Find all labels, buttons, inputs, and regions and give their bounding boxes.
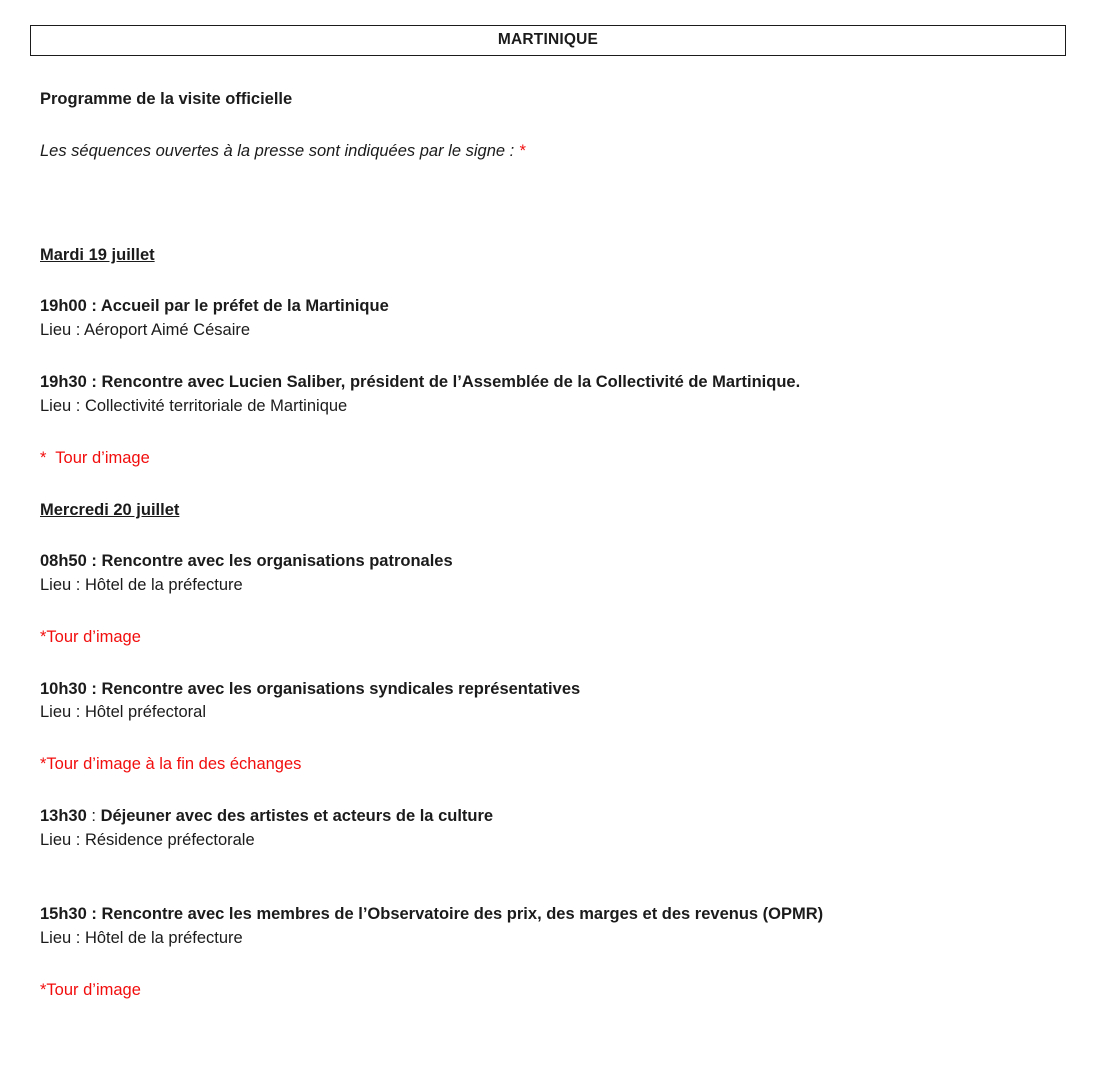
event-15h30 [40, 903, 1066, 951]
event-title-text: Déjeuner avec des artistes et acteurs de la culture [100, 807, 494, 826]
event-title: 08h50 : Rencontre avec les organisations patronales [40, 551, 453, 570]
press-legend [40, 140, 1066, 164]
event-location: Lieu : Collectivité territoriale de Martinique [40, 397, 348, 415]
press-note-tour-image-2: *Tour d’image [40, 627, 141, 646]
press-legend-text: Les séquences ouvertes à la presse sont indiquées par le signe : [40, 142, 519, 161]
event-title [40, 805, 1066, 829]
day-heading-mercredi-20: Mercredi 20 juillet [40, 500, 180, 519]
event-location: Lieu : Hôtel de la préfecture [40, 929, 243, 948]
press-note-tour-image-4: *Tour d’image [40, 980, 141, 999]
event-time: 13h30 [40, 807, 87, 826]
event-location: Lieu : Résidence préfectorale [40, 831, 255, 850]
event-location: Lieu : Hôtel préfectoral [40, 703, 207, 722]
event-title: 15h30 : Rencontre avec les membres de l’Observatoire des prix, des marges et des revenus (OPMR) [40, 905, 824, 924]
event-location: Lieu : Hôtel de la préfecture [40, 575, 243, 594]
event-13h30 [40, 805, 1066, 853]
document-title: MARTINIQUE [497, 31, 599, 48]
event-location: Lieu : Aéroport Aimé Césaire [40, 321, 251, 340]
press-note-tour-image-3: *Tour d’image à la fin des échanges [40, 755, 302, 774]
press-note-tour-image-1: * Tour d’image [40, 448, 150, 467]
document-title-box [30, 25, 1066, 56]
day-heading-mardi-19: Mardi 19 juillet [40, 246, 155, 265]
event-title: 19h30 : Rencontre avec Lucien Saliber, président de l’Assemblée de la Collectivité de Martinique. [40, 373, 801, 392]
event-title: 10h30 : Rencontre avec les organisations syndicales représentatives [40, 679, 581, 698]
press-legend-asterisk: * [518, 142, 526, 161]
event-19h30 [40, 371, 1066, 419]
event-title: 19h00 : Accueil par le préfet de la Martinique [40, 297, 389, 316]
event-10h30 [40, 678, 1066, 726]
event-19h00 [40, 295, 1066, 343]
event-title-separator: : [86, 807, 101, 826]
document-page [40, 25, 1066, 1003]
program-title: Programme de la visite officielle [40, 90, 293, 109]
event-08h50 [40, 550, 1066, 598]
